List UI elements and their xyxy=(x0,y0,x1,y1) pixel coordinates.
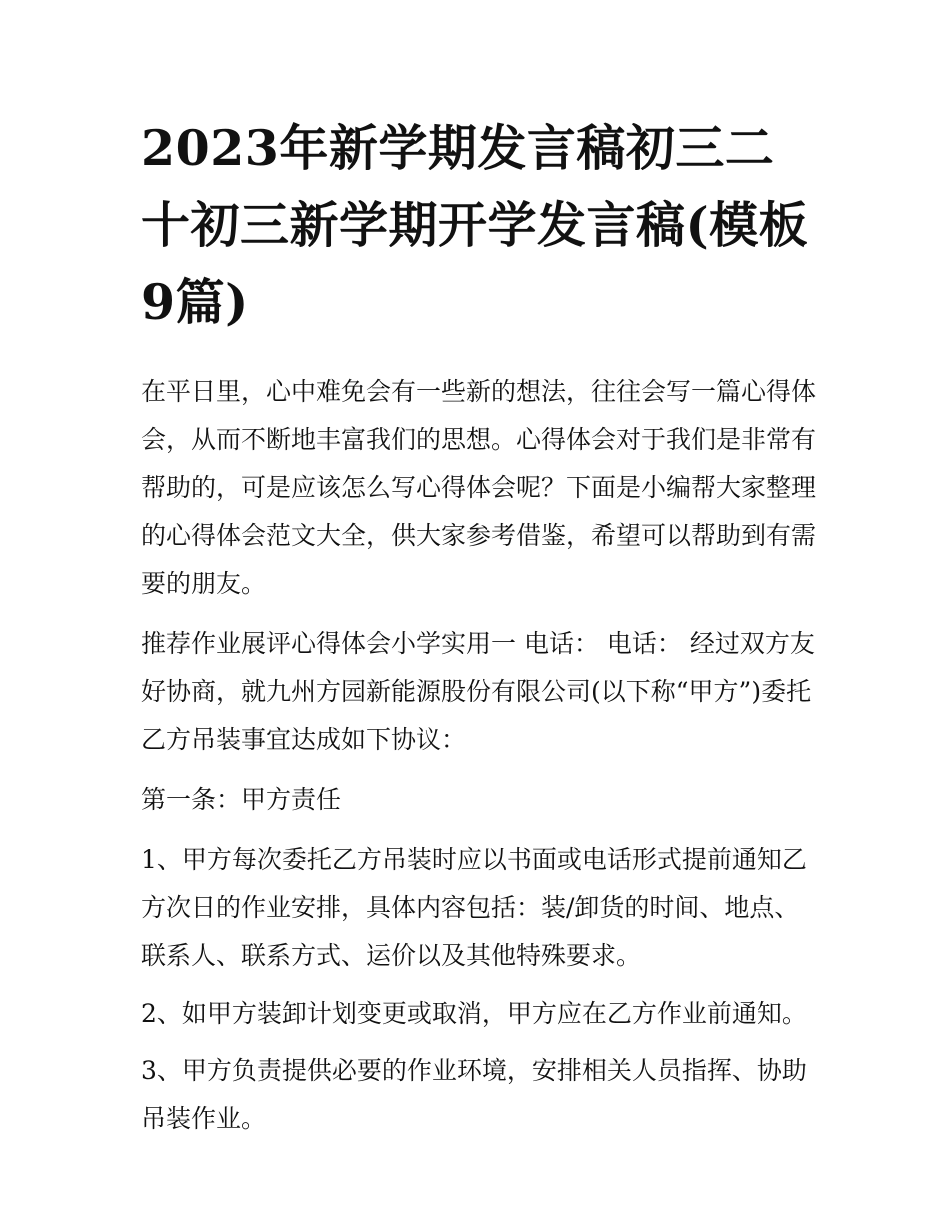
paragraph-clause-3: 3、甲方负责提供必要的作业环境，安排相关人员指挥、协助吊装作业。 xyxy=(141,1056,807,1133)
paragraph-agreement: 推荐作业展评心得体会小学实用一 电话： 电话： 经过双方友好协商，就九州方园新能源股份有限公司(以下称“甲方”)委托乙方吊装事宜达成如下协议： xyxy=(141,629,815,754)
document-title: 2023年新学期发言稿初三二十初三新学期开学发言稿(模板9篇) xyxy=(141,119,809,331)
paragraph-section-heading: 第一条：甲方责任 xyxy=(141,785,342,814)
paragraph-clause-2: 2、如甲方装卸计划变更或取消，甲方应在乙方作业前通知。 xyxy=(141,999,807,1028)
document-content xyxy=(141,110,821,1143)
paragraph-clause-1: 1、甲方每次委托乙方吊装时应以书面或电话形式提前通知乙方次日的作业安排，具体内容包括：装/卸货的时间、地点、联系人、联系方式、运价以及其他特殊要求。 xyxy=(141,845,807,970)
paragraph-intro: 在平日里，心中难免会有一些新的想法，往往会写一篇心得体会，从而不断地丰富我们的思想。心得体会对于我们是非常有帮助的，可是应该怎么写心得体会呢？下面是小编帮大家整理的心得体会范文大全，供大家参考借鉴，希望可以帮助到有需要的朋友。 xyxy=(141,377,817,598)
